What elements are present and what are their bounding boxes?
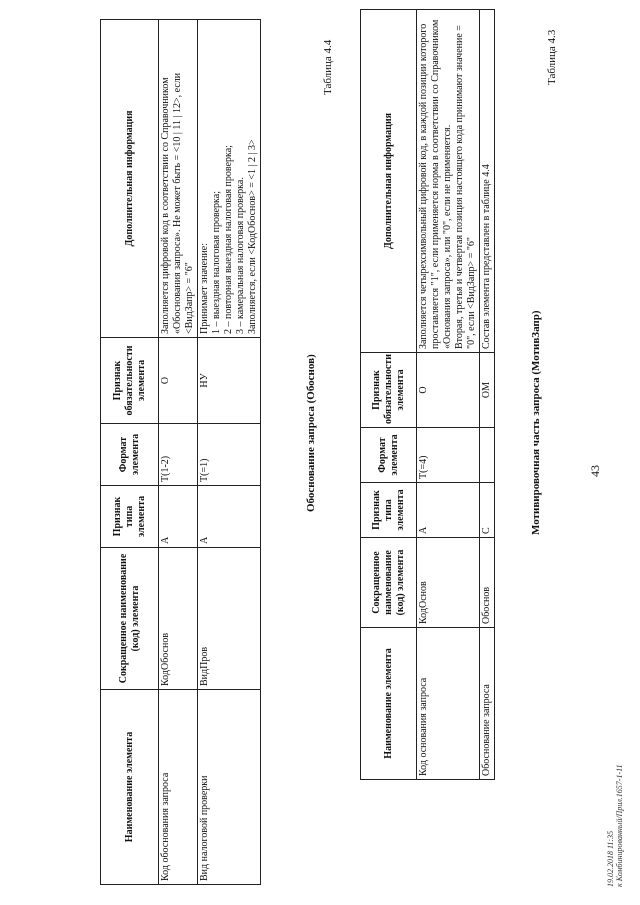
- header-cell: Сокращенное наименование (код) элемента: [101, 548, 159, 690]
- table-cell: T(=4): [417, 428, 480, 483]
- table-cell: Состав элемента представлен в таблице 4.4: [480, 10, 495, 353]
- header-cell: Дополнительная информация: [361, 10, 417, 353]
- table-cell: Код основания запроса: [417, 628, 480, 780]
- header-cell: Признак типа элемента: [101, 486, 159, 548]
- table-cell: [480, 428, 495, 483]
- table-43-header-row: [361, 10, 417, 780]
- table-cell: А: [417, 483, 480, 538]
- table-43-title: Мотивировочная часть запроса (МотивЗапр): [530, 310, 542, 535]
- table-cell: А: [159, 486, 198, 548]
- header-cell: Дополнительная информация: [101, 20, 159, 338]
- table-cell: Код обоснования запроса: [159, 690, 198, 885]
- table-cell: ОМ: [480, 353, 495, 428]
- table-43-label: Таблица 4.3: [546, 29, 558, 85]
- table-44-title: Обоснование запроса (Обоснов): [305, 354, 317, 512]
- table-cell: Обоснование запроса: [480, 628, 495, 780]
- header-cell: Формат элемента: [361, 428, 417, 483]
- header-cell: Признак типа элемента: [361, 483, 417, 538]
- table-cell: О: [417, 353, 480, 428]
- table-cell: О: [159, 338, 198, 424]
- table-44: [100, 19, 261, 885]
- table-cell: Заполняется цифровой код в соответствии со Справочником «Обоснования запроса». Не может быть = <10 | 11 | 12>, если <ВидЗапр> = "6": [159, 20, 198, 338]
- table-cell: КодОснов: [417, 538, 480, 628]
- header-cell: Наименование элемента: [101, 690, 159, 885]
- table-row: [480, 10, 495, 780]
- table-cell: КодОбоснов: [159, 548, 198, 690]
- header-cell: Признак обязательности элемента: [101, 338, 159, 424]
- stamp-line-1: 19.02.2018 11:35: [606, 830, 615, 887]
- table-row: [417, 10, 480, 780]
- table-row: [159, 20, 198, 885]
- table-cell: НУ: [198, 338, 261, 424]
- table-row: [198, 20, 261, 885]
- table-cell: Вид налоговой проверки: [198, 690, 261, 885]
- header-cell: Наименование элемента: [361, 628, 417, 780]
- page-number: 43: [588, 465, 602, 477]
- table-43: [360, 9, 495, 780]
- table-cell: Принимает значение: 1 – выездная налоговая проверка; 2 – повторная выездная налоговая проверка; 3 – камеральная налоговая проверка. Заполняется, если <КодОбоснов> = <1 | 2 | 3>: [198, 20, 261, 338]
- table-cell: Заполняется четырехсимвольный цифровой код, в каждой позиции которого проставляется "1", если применяется норма в соответствии со Справочником «Основания запроса», или "0", если не применяется. Вторая, третья и четвертая позиция настоящего кода принимают значение = "0", если <ВидЗапр> = "6": [417, 10, 480, 353]
- table-cell: А: [198, 486, 261, 548]
- table-cell: T(1-2): [159, 424, 198, 486]
- table-44-header-row: [101, 20, 159, 885]
- stamp-line-2: к Комбинированный/Прил.1657-1-11: [615, 764, 624, 887]
- table-cell: С: [480, 483, 495, 538]
- table-cell: ВидПров: [198, 548, 261, 690]
- print-stamp: [606, 764, 624, 887]
- header-cell: Формат элемента: [101, 424, 159, 486]
- table-cell: Обоснов: [480, 538, 495, 628]
- header-cell: Сокращенное наименование (код) элемента: [361, 538, 417, 628]
- header-cell: Признак обязательности элемента: [361, 353, 417, 428]
- table-44-label: Таблица 4.4: [322, 39, 334, 95]
- table-cell: T(=1): [198, 424, 261, 486]
